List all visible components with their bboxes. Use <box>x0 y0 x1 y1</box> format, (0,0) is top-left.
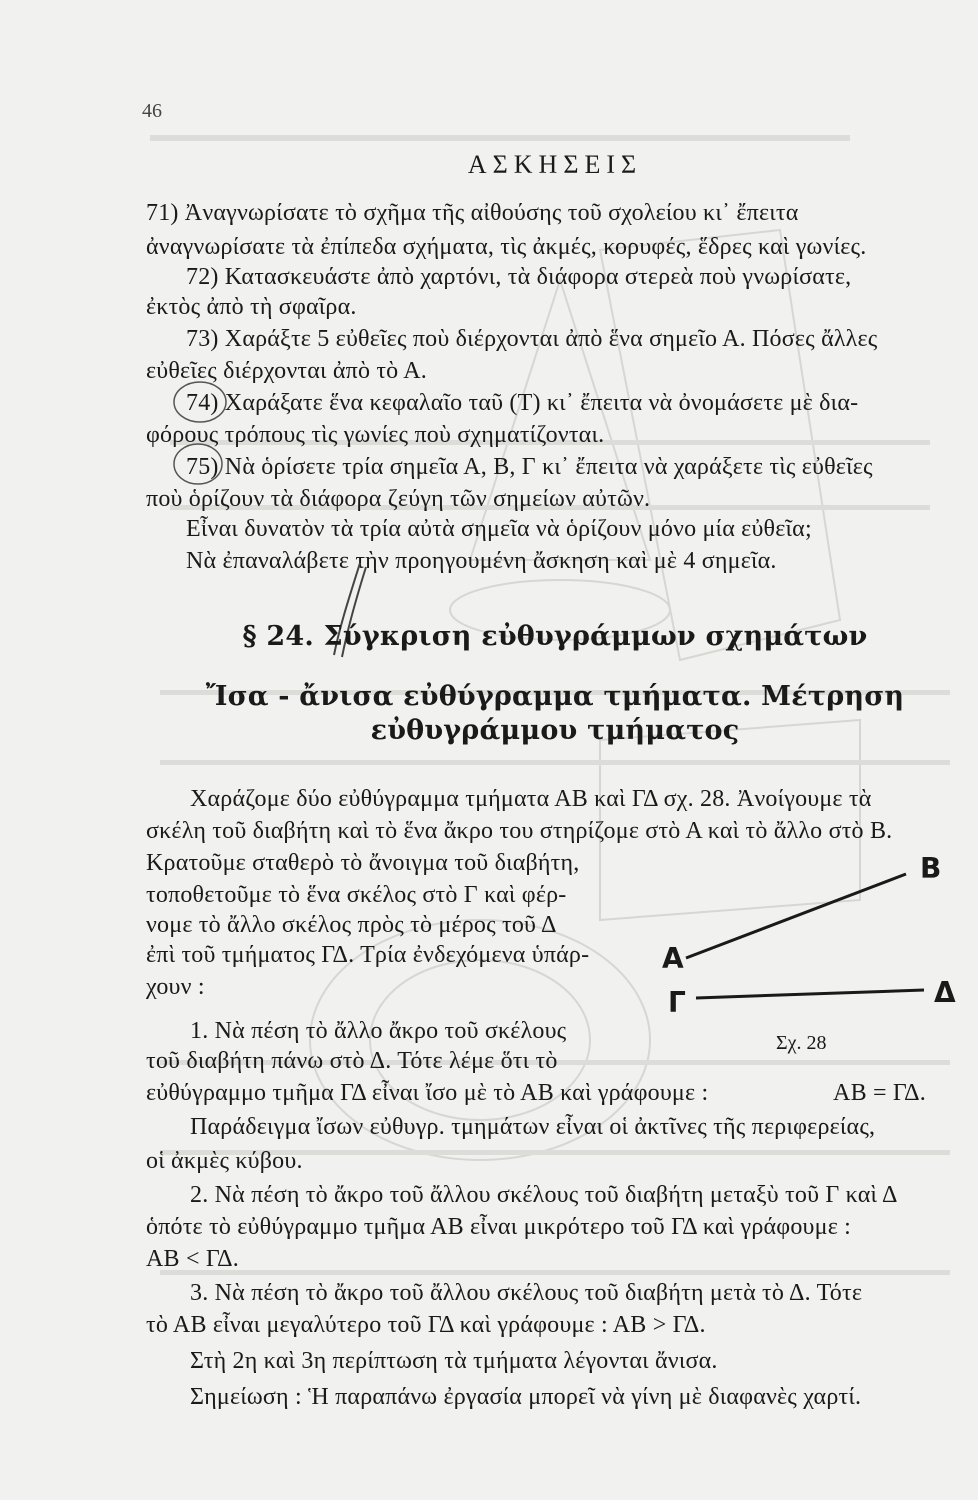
paragraph-1-line-3: Κρατοῦμε σταθερὸ τὸ ἄνοιγμα τοῦ διαβήτη, <box>146 850 580 876</box>
case-2-line-3: ΑΒ < ΓΔ. <box>146 1246 239 1272</box>
exercise-75-line-1: 75) Νὰ ὁρίσετε τρία σημεῖα Α, Β, Γ κι᾽ ἔπειτα νὰ χαράξετε τὶς εὐθεῖες <box>186 454 873 480</box>
case-2-line-2: ὁπότε τὸ εὐθύγραμμο τμῆμα ΑΒ εἶναι μικρότερο τοῦ ΓΔ καὶ γράφουμε : <box>146 1214 852 1240</box>
exercise-75-line-4: Νὰ ἐπαναλάβετε τὴν προηγουμένη ἄσκηση καὶ μὲ 4 σημεῖα. <box>186 548 777 574</box>
segment-gd <box>696 990 924 998</box>
point-g-label: Γ <box>668 986 686 1019</box>
segment-ab <box>686 874 906 958</box>
exercise-73-line-1: 73) Χαράξτε 5 εὐθεῖες ποὺ διέρχονται ἀπὸ ἕνα σημεῖο Α. Πόσες ἄλλες <box>186 326 878 352</box>
figure-28-segments <box>640 860 970 1040</box>
case-2-line-1: 2. Νὰ πέση τὸ ἄκρο τοῦ ἄλλου σκέλους τοῦ διαβήτη μεταξὺ τοῦ Γ καὶ Δ <box>190 1182 898 1208</box>
paragraph-1-line-6: ἐπὶ τοῦ τμήματος ΓΔ. Τρία ἐνδεχόμενα ὑπάρ- <box>146 942 590 968</box>
exercise-73-line-2: εὐθεῖες διέρχονται ἀπὸ τὸ Α. <box>146 358 427 384</box>
exercise-72-line-2: ἐκτὸς ἀπὸ τὴ σφαῖρα. <box>146 294 357 320</box>
example-line-2: οἱ ἀκμὲς κύβου. <box>146 1148 303 1174</box>
example-line-1: Παράδειγμα ἴσων εὐθυγρ. τμημάτων εἶναι οἱ ἀκτῖνες τῆς περιφερείας, <box>190 1114 876 1140</box>
paragraph-1-line-1: Χαράζομε δύο εὐθύγραμμα τμήματα ΑΒ καὶ ΓΔ σχ. 28. Ἀνοίγουμε τὰ <box>190 786 872 812</box>
paragraph-1-line-5: νομε τὸ ἄλλο σκέλος πρὸς τὸ μέρος τοῦ Δ <box>146 912 557 938</box>
exercise-71-line-2: ἀναγνωρίσατε τὰ ἐπίπεδα σχήματα, τὶς ἀκμές, κορυφές, ἕδρες καὶ γωνίες. <box>146 234 867 260</box>
paragraph-1-line-2: σκέλη τοῦ διαβήτη καὶ τὸ ἕνα ἄκρο του στηρίζομε στὸ Α καὶ τὸ ἄλλο στὸ Β. <box>146 818 893 844</box>
exercise-74-line-1: 74) Χαράξατε ἕνα κεφαλαῖο ταῦ (Τ) κι᾽ ἔπειτα νὰ ὀνομάσετε μὲ δια- <box>186 390 859 416</box>
note-line: Σημείωση : Ἡ παραπάνω ἐργασία μπορεῖ νὰ γίνη μὲ διαφανὲς χαρτί. <box>190 1384 862 1410</box>
summary-line: Στὴ 2η καὶ 3η περίπτωση τὰ τμήματα λέγονται ἄνισα. <box>190 1348 718 1374</box>
figure-caption: Σχ. 28 <box>776 1032 827 1054</box>
point-a-label: Α <box>662 942 684 975</box>
case-3-line-2: τὸ ΑΒ εἶναι μεγαλύτερο τοῦ ΓΔ καὶ γράφουμε : ΑΒ > ΓΔ. <box>146 1312 706 1338</box>
case-1-formula: ΑΒ = ΓΔ. <box>833 1080 926 1106</box>
exercise-74-line-2: φόρους τρόπους τὶς γωνίες ποὺ σχηματίζονται. <box>146 422 605 448</box>
section-subheading-2: εὐθυγράμμου τμήματος <box>370 715 740 746</box>
point-b-label: Β <box>920 852 942 885</box>
case-1-line-2: τοῦ διαβήτη πάνω στὸ Δ. Τότε λέμε ὅτι τὸ <box>146 1048 558 1074</box>
exercise-71-line-1: 71) Ἀναγνωρίσατε τὸ σχῆμα τῆς αἰθούσης τοῦ σχολείου κι᾽ ἔπειτα <box>146 200 799 226</box>
exercise-75-line-3: Εἶναι δυνατὸν τὰ τρία αὐτὰ σημεῖα νὰ ὁρίζουν μόνο μία εὐθεῖα; <box>186 516 812 542</box>
case-3-line-1: 3. Νὰ πέση τὸ ἄκρο τοῦ ἄλλου σκέλους τοῦ διαβήτη μετὰ τὸ Δ. Τότε <box>190 1280 863 1306</box>
case-1-text: εὐθύγραμμο τμῆμα ΓΔ εἶναι ἴσο μὲ τὸ ΑΒ καὶ γράφουμε : <box>146 1080 709 1106</box>
section-heading: § 24. Σύγκριση εὐθυγράμμων σχημάτων <box>242 621 868 652</box>
exercise-72-line-1: 72) Κατασκευάστε ἀπὸ χαρτόνι, τὰ διάφορα στερεὰ ποὺ γνωρίσατε, <box>186 264 852 290</box>
pencil-marks <box>140 380 250 500</box>
case-1-line-1: 1. Νὰ πέση τὸ ἄλλο ἄκρο τοῦ σκέλους <box>190 1018 567 1044</box>
case-1-line-3 <box>146 1078 964 1108</box>
exercises-title: ΑΣΚΗΣΕΙΣ <box>467 150 643 179</box>
paragraph-1-line-4: τοποθετοῦμε τὸ ἕνα σκέλος στὸ Γ καὶ φέρ- <box>146 882 567 908</box>
point-d-label: Δ <box>934 976 956 1009</box>
page-number: 46 <box>142 100 162 122</box>
paragraph-1-line-7: χουν : <box>146 974 205 1000</box>
exercise-75-line-2: ποὺ ὁρίζουν τὰ διάφορα ζεύγη τῶν σημείων αὐτῶν. <box>146 486 651 512</box>
section-subheading-1: Ἴσα - ἄνισα εὐθύγραμμα τμήματα. Μέτρηση <box>205 681 905 712</box>
